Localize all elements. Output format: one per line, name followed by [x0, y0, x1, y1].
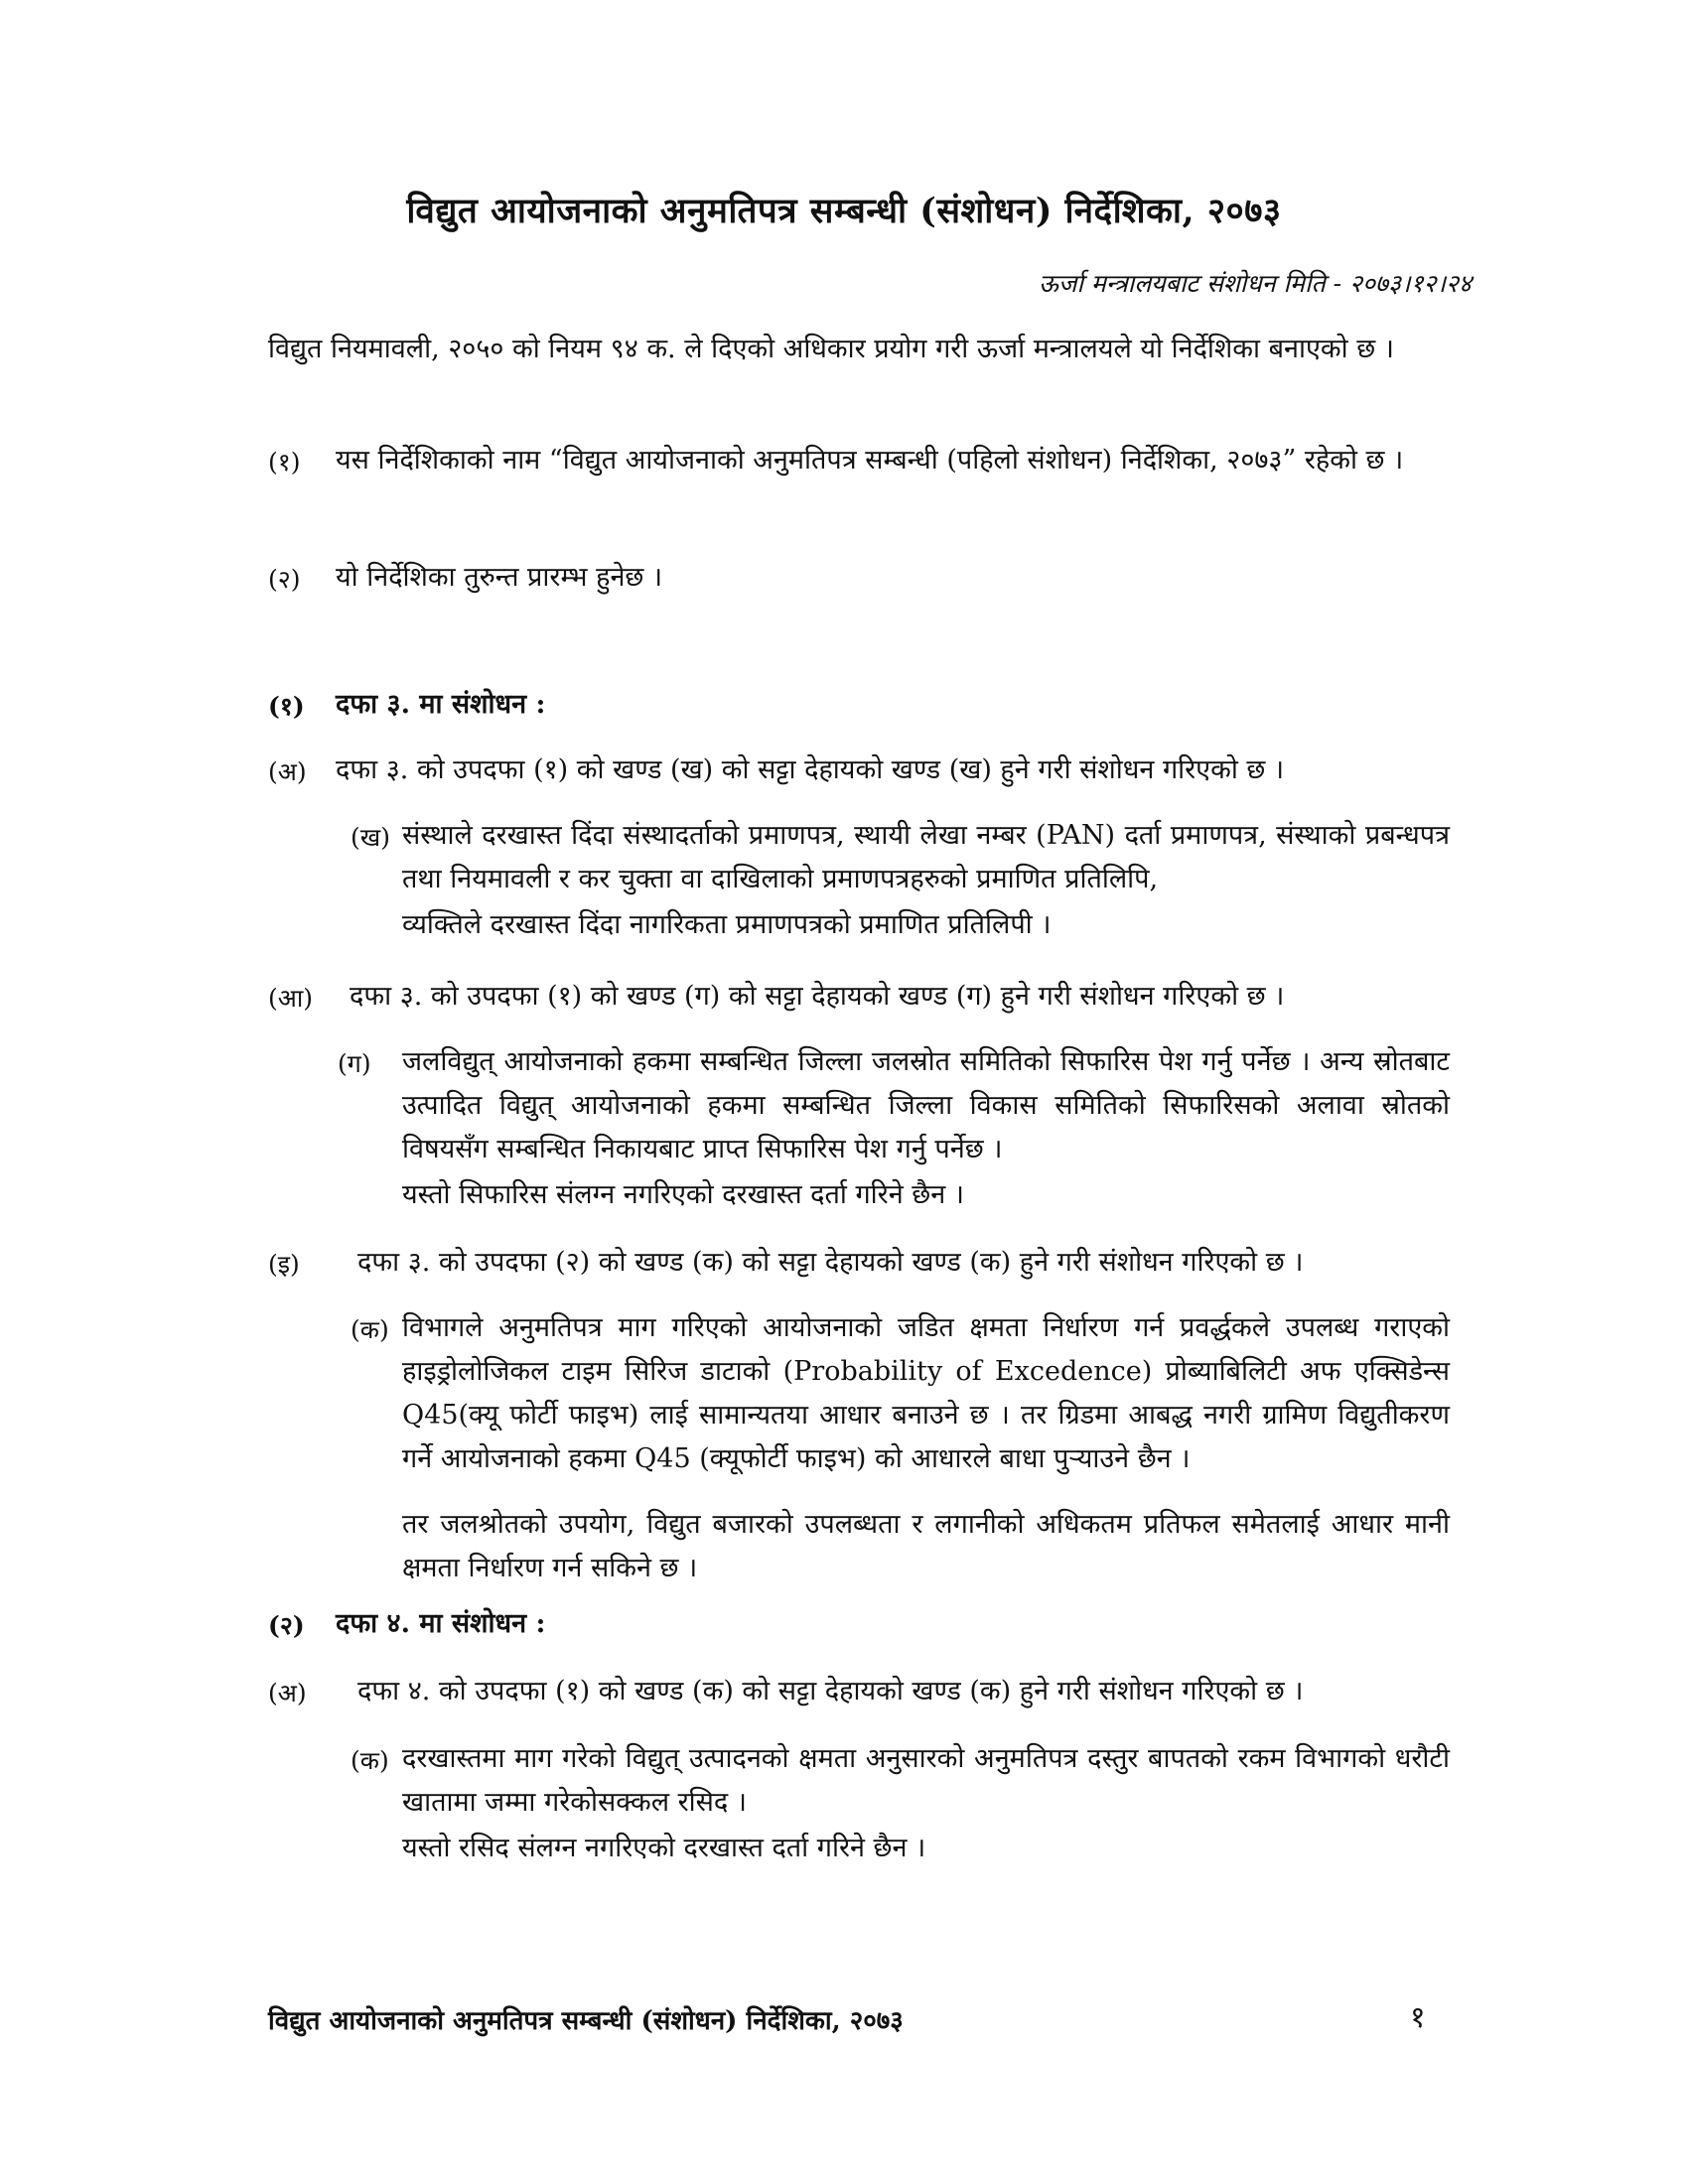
- section-1-a-number: (अ): [268, 757, 307, 786]
- section-1-aa-text: दफा ३. को उपदफा (१) को खण्ड (ग) को सट्टा देहायको खण्ड (ग) हुने गरी संशोधन गरिएको छ ।: [350, 981, 1285, 1012]
- amendment-date: ऊर्जा मन्त्रालयबाट संशोधन मिति - २०७३।१२।२४: [1039, 269, 1472, 298]
- section-1-heading: दफा ३. मा संशोधन :: [336, 689, 546, 720]
- section-2-a-number: (अ): [268, 1679, 307, 1707]
- page-title: विद्युत आयोजनाको अनुमतिपत्र सम्बन्धी (संशोधन) निर्देशिका, २०७३: [406, 191, 1282, 231]
- section-1-a-sub-text: संस्थाले दरखास्त दिंदा संस्थादर्ताको प्रमाणपत्र, स्थायी लेखा नम्बर (PAN) दर्ता प्रमाणपत्र, संस्थाको प्रबन्धपत्र तथा नियमावली र कर चुक्ता वा दाखिलाको प्रमाणपत्रहरुको प्रमाणित प्रतिलिपि,: [402, 820, 1450, 894]
- intro-2-text: यो निर्देशिका तुरुन्त प्रारम्भ हुनेछ ।: [336, 562, 663, 593]
- section-1-aa-number: (आ): [268, 984, 314, 1013]
- section-2-a-note: यस्तो रसिद संलग्न नगरिएको दरखास्त दर्ता गरिने छैन ।: [402, 1833, 926, 1863]
- intro-2-number: (२): [268, 565, 301, 594]
- section-2-a-text: दफा ४. को उपदफा (१) को खण्ड (क) को सट्टा देहायको खण्ड (क) हुने गरी संशोधन गरिएको छ ।: [357, 1676, 1304, 1706]
- section-1-number: (१): [268, 692, 305, 721]
- section-2-a-sub-number: (क): [351, 1746, 389, 1775]
- intro-1-text: यस निर्देशिकाको नाम “विद्युत आयोजनाको अनुमतिपत्र सम्बन्धी (पहिलो संशोधन) निर्देशिका, २०७३” रहेको छ ।: [336, 445, 1404, 476]
- preamble: विद्युत नियमावली, २०५० को नियम ९४ क. ले दिएको अधिकार प्रयोग गरी ऊर्जा मन्त्रालयले यो निर्देशिका बनाएको छ ।: [268, 334, 1394, 364]
- section-1-i-sub-number: (क): [351, 1315, 389, 1344]
- section-1-aa-sub-number: (ग): [338, 1049, 371, 1078]
- page-footer: विद्युत आयोजनाको अनुमतिपत्र सम्बन्धी (संशोधन) निर्देशिका, २०७३: [268, 2006, 904, 2036]
- section-2-number: (२): [268, 1611, 305, 1640]
- section-1-a-sub-number: (ख): [351, 823, 390, 852]
- section-1-i-number: (इ): [268, 1250, 300, 1279]
- section-1-a-text: दफा ३. को उपदफा (१) को खण्ड (ख) को सट्टा देहायको खण्ड (ख) हुने गरी संशोधन गरिएको छ ।: [336, 754, 1285, 785]
- page-number: १: [1410, 2000, 1426, 2035]
- section-1-aa-note: यस्तो सिफारिस संलग्न नगरिएको दरखास्त दर्ता गरिने छैन ।: [402, 1179, 964, 1210]
- section-1-i-sub-text: विभागले अनुमतिपत्र माग गरिएको आयोजनाको जडित क्षमता निर्धारण गर्न प्रवर्द्धकले उपलब्ध गराएको हाइड्रोलोजिकल टाइम सिरिज डाटाको (Probability of Excedence) प्रोब्याबिलिटी अफ एक्सिडेन्स Q45(क्यू फोर्टी फाइभ) लाई सामान्यतया आधार बनाउने छ । तर ग्रिडमा आबद्ध नगरी ग्रामिण विद्युतीकरण गर्ने आयोजनाको हकमा Q45 (क्यूफोर्टी फाइभ) को आधारले बाधा पुऱ्याउने छैन ।: [402, 1312, 1450, 1474]
- section-2-heading: दफा ४. मा संशोधन :: [336, 1608, 546, 1639]
- intro-1-number: (१): [268, 448, 301, 477]
- section-1-aa-sub-text: जलविद्युत् आयोजनाको हकमा सम्बन्धित जिल्ला जलस्रोत समितिको सिफारिस पेश गर्नु पर्नेछ । अन्य स्रोतबाट उत्पादित विद्युत् आयोजनाको हकमा सम्बन्धित जिल्ला विकास समितिको सिफारिसको अलावा स्रोतको विषयसँग सम्बन्धित निकायबाट प्राप्त सिफारिस पेश गर्नु पर्नेछ ।: [402, 1046, 1450, 1164]
- section-1-i-note: तर जलश्रोतको उपयोग, विद्युत बजारको उपलब्धता र लगानीको अधिकतम प्रतिफल समेतलाई आधार मानी क्षमता निर्धारण गर्न सकिने छ ।: [402, 1509, 1450, 1583]
- section-2-a-sub-text: दरखास्तमा माग गरेको विद्युत् उत्पादनको क्षमता अनुसारको अनुमतिपत्र दस्तुर बापतको रकम विभागको धरौटी खातामा जम्मा गरेकोसक्कल रसिद ।: [402, 1743, 1450, 1818]
- section-1-a-note: व्यक्तिले दरखास्त दिंदा नागरिकता प्रमाणपत्रको प्रमाणित प्रतिलिपी ।: [402, 909, 1052, 940]
- section-1-i-text: दफा ३. को उपदफा (२) को खण्ड (क) को सट्टा देहायको खण्ड (क) हुने गरी संशोधन गरिएको छ ।: [357, 1247, 1304, 1278]
